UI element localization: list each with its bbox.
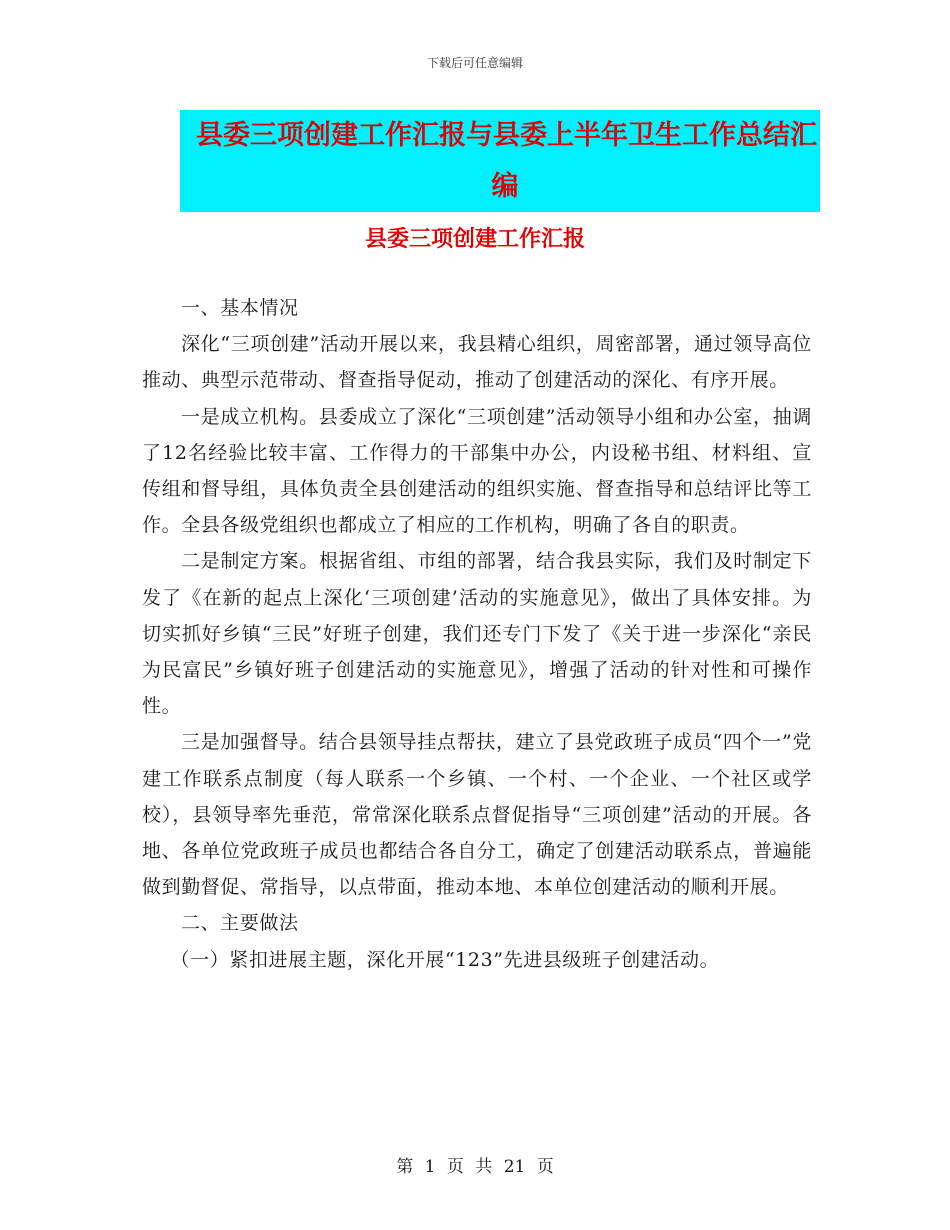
page-number: 第 1 页 共 21 页 <box>396 1157 554 1177</box>
document-title-line-2: 编 <box>491 171 519 202</box>
paragraph-intro: 深化“三项创建”活动开展以来，我县精心组织，周密部署，通过领导高位推动、典型示范带动、督查指导促动，推动了创建活动的深化、有序开展。 <box>142 333 812 392</box>
page-header-note: 下载后可任意编辑 <box>426 56 523 70</box>
paragraph-strengthen-supervision: 三是加强督导。结合县领导挂点帮扶，建立了县党政班子成员“四个一”党建工作联系点制度（每人联系一个乡镇、一个村、一个企业、一个社区或学校），县领导率先垂范，常常深化联系点督促指导“三项创建”活动的开展。各地、各单位党政班子成员也都结合各自分工，确定了创建活动联系点，普遍能做到勤督促、常指导，以点带面，推动本地、本单位创建活动的顺利开展。 <box>142 731 812 899</box>
paragraph-subsection-one: （一）紧扣进展主题，深化开展“123”先进县级班子创建活动。 <box>170 948 720 971</box>
paragraph-basic-situation-heading: 一、基本情况 <box>180 297 299 319</box>
paragraph-formulate-plan: 二是制定方案。根据省组、市组的部署，结合我县实际，我们及时制定下发了《在新的起点上深化‘三项创建’活动的实施意见》，做出了具体安排。为切实抓好乡镇“三民”好班子创建，我们还专门下发了《关于进一步深化“亲民为民富民”乡镇好班子创建活动的实施意见》，增强了活动的针对性和可操作性。 <box>142 550 812 718</box>
paragraph-establish-agency: 一是成立机构。县委成立了深化“三项创建”活动领导小组和办公室，抽调了12名经验比较丰富、工作得力的干部集中办公，内设秘书组、材料组、宣传组和督导组，具体负责全县创建活动的组织实施、督查指导和总结评比等工作。全县各级党组织也都成立了相应的工作机构，明确了各自的职责。 <box>142 405 812 537</box>
document-title <box>180 110 820 212</box>
document-body <box>142 290 812 978</box>
document-title-line-1: 县委三项创建工作汇报与县委上半年卫生工作总结汇 <box>196 120 817 151</box>
paragraph-main-practices-heading: 二、主要做法 <box>180 912 299 935</box>
section-title: 县委三项创建工作汇报 <box>364 227 585 252</box>
